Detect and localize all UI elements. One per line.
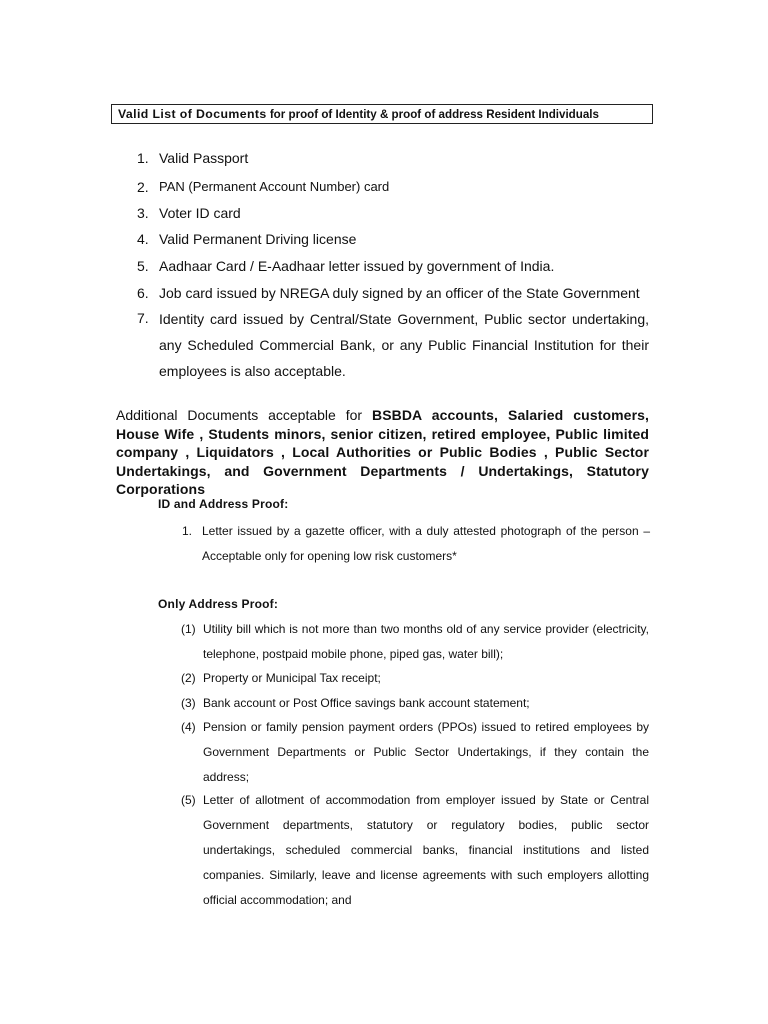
list-text: Bank account or Post Office savings bank account statement; <box>203 696 530 710</box>
title-part-a: Valid List of Documents <box>118 107 267 121</box>
list-text: Property or Municipal Tax receipt; <box>203 671 381 685</box>
list-number: 7. <box>137 310 149 326</box>
list-number: 2. <box>137 179 149 195</box>
list-text: Voter ID card <box>159 205 241 221</box>
list-text: Aadhaar Card / E-Aadhaar letter issued by government of India. <box>159 258 555 274</box>
list-number: (5) <box>181 793 196 807</box>
additional-intro: Additional Documents acceptable for <box>116 407 372 423</box>
id-address-proof-heading: ID and Address Proof: <box>158 497 289 511</box>
list-number: (2) <box>181 671 196 685</box>
list-number: 1. <box>137 150 149 166</box>
additional-bold-categories: BSBDA accounts, Salaried customers, House Wife , Students minors, senior citizen, retired employee, Public limited company , Liquidators , Local Authorities or Public Bodies , Public Sector Undertakings, and Government Departments / Undertakings, Statutory Corporations <box>116 407 649 497</box>
list-number: 5. <box>137 258 149 274</box>
list-number: (1) <box>181 622 196 636</box>
list-text: Job card issued by NREGA duly signed by an officer of the State Government <box>159 285 640 301</box>
document-title-box <box>111 104 653 124</box>
additional-documents-paragraph <box>116 406 649 499</box>
list-text: PAN (Permanent Account Number) card <box>159 179 390 194</box>
list-text: Valid Permanent Driving license <box>159 231 357 247</box>
list-number: (3) <box>181 696 196 710</box>
list-text: Pension or family pension payment orders (PPOs) issued to retired employees by Government Departments or Public Sector Undertakings, if they contain the address; <box>203 720 649 784</box>
list-text: Identity card issued by Central/State Government, Public sector undertaking, any Scheduled Commercial Bank, or any Public Financial Institution for their employees is also acceptable. <box>159 311 649 379</box>
list-number: 1. <box>182 524 193 538</box>
list-text: Valid Passport <box>159 150 249 166</box>
list-number: (4) <box>181 720 196 734</box>
list-number: 3. <box>137 205 149 221</box>
only-address-proof-heading: Only Address Proof: <box>158 597 279 611</box>
title-part-b: for proof of Identity & proof of address Resident Individuals <box>266 108 599 121</box>
list-number: 4. <box>137 231 149 247</box>
list-number: 6. <box>137 285 149 301</box>
list-text: Letter issued by a gazette officer, with a duly attested photograph of the person – Acceptable only for opening low risk customers* <box>202 524 650 563</box>
list-text: Letter of allotment of accommodation from employer issued by State or Central Government departments, statutory or regulatory bodies, public sector undertakings, scheduled commercial banks, financial institutions and listed companies. Similarly, leave and license agreements with such employers allotting official accommodation; and <box>203 793 649 907</box>
list-text: Utility bill which is not more than two months old of any service provider (electricity, telephone, postpaid mobile phone, piped gas, water bill); <box>203 622 649 661</box>
